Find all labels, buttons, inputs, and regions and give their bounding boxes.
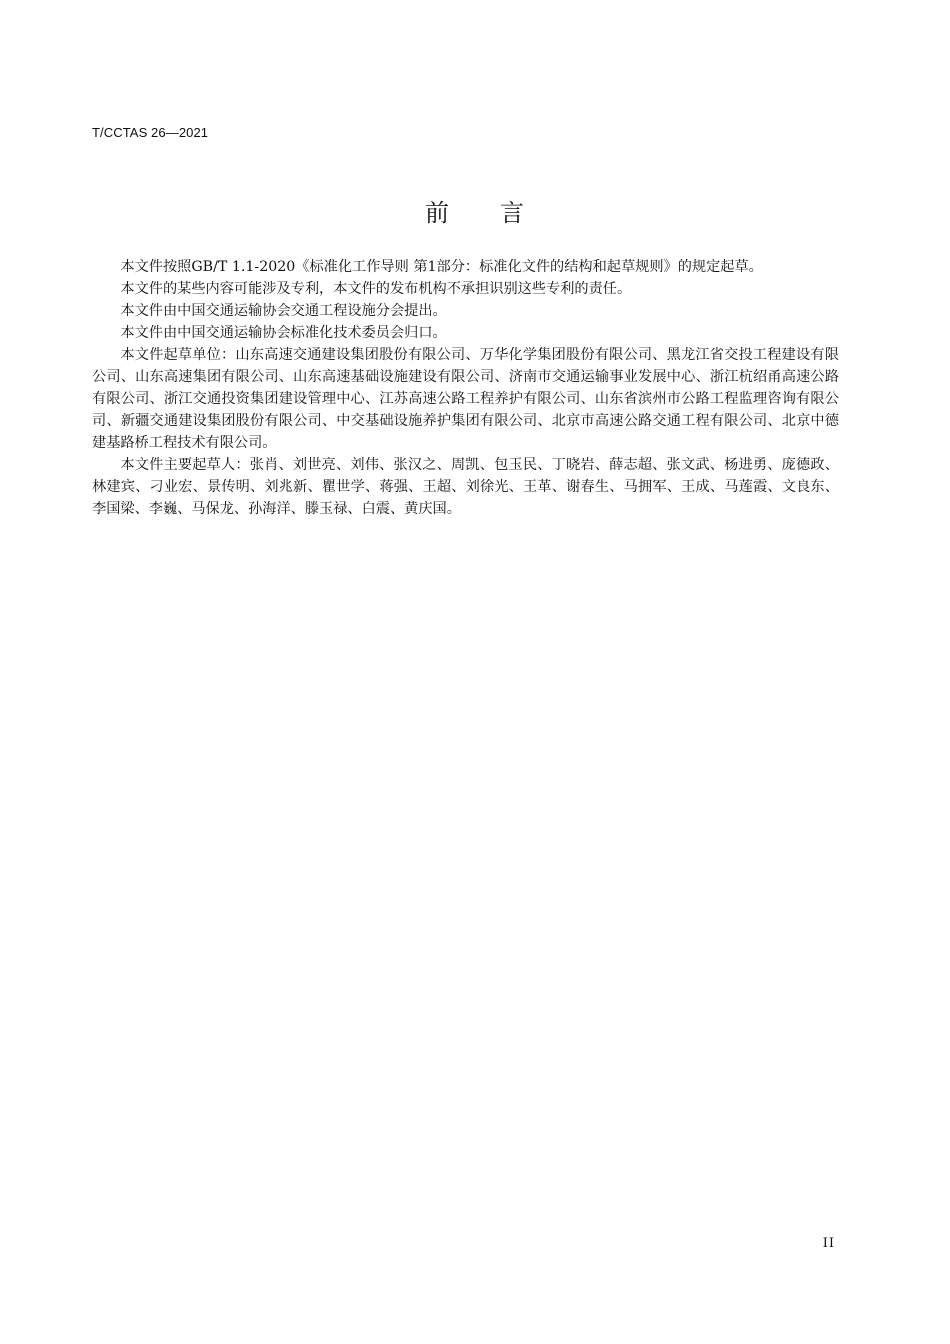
paragraph-drafters: 本文件主要起草人：张肖、刘世亮、刘伟、张汉之、周凯、包玉民、丁晓岩、薛志超、张文武、杨进勇、庞德政、林建宾、刁业宏、景传明、刘兆新、瞿世学、蒋强、王超、刘徐光、王革、谢春生、马拥军、王成、马莲霞、文良东、李国梁、李巍、马保龙、孙海洋、滕玉禄、白震、黄庆国。 xyxy=(92,457,839,517)
document-code: T/CCTAS 26—2021 xyxy=(92,125,209,140)
paragraph-administrator: 本文件由中国交通运输协会标准化技术委员会归口。 xyxy=(120,325,447,341)
paragraph-drafting-rules: 本文件按照GB/T 1.1-2020《标准化工作导则 第1部分：标准化文件的结构和起草规则》的规定起草。 xyxy=(120,259,763,275)
page-title: 前 言 xyxy=(425,199,525,227)
paragraph-patent-notice: 本文件的某些内容可能涉及专利，本文件的发布机构不承担识别这些专利的责任。 xyxy=(120,281,632,297)
paragraph-proposer: 本文件由中国交通运输协会交通工程设施分会提出。 xyxy=(120,303,447,319)
paragraph-drafting-units: 本文件起草单位：山东高速交通建设集团股份有限公司、万华化学集团股份有限公司、黑龙江省交投工程建设有限公司、山东高速集团有限公司、山东高速基础设施建设有限公司、济南市交通运输事业发展中心、浙江杭绍甬高速公路有限公司、浙江交通投资集团建设管理中心、江苏高速公路工程养护有限公司、山东省滨州市公路工程监理咨询有限公司、新疆交通建设集团股份有限公司、中交基础设施养护集团有限公司、北京市高速公路交通工程有限公司、北京中德建基路桥工程技术有限公司。 xyxy=(92,347,839,451)
foreword-body xyxy=(92,256,839,520)
page-number: II xyxy=(822,1236,835,1251)
